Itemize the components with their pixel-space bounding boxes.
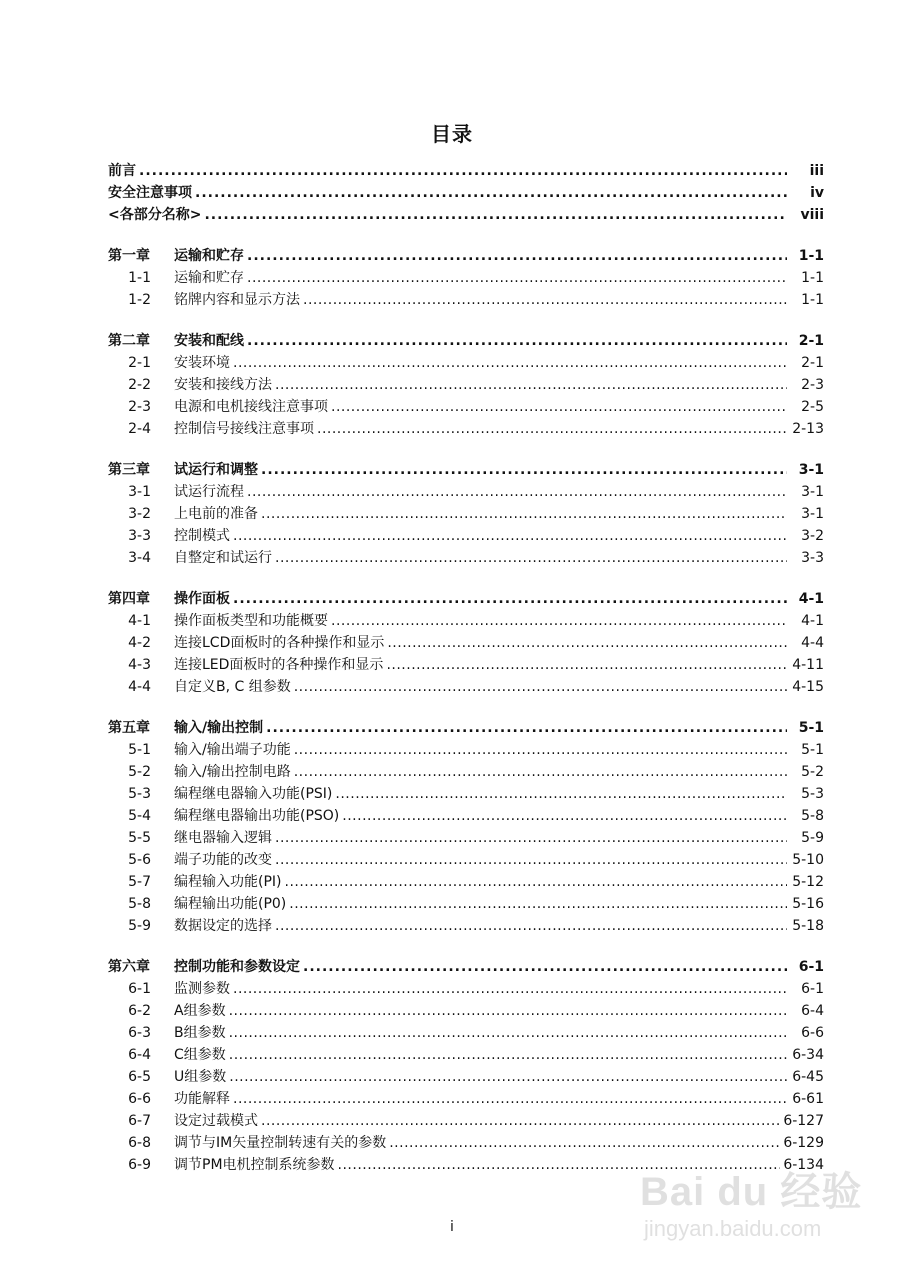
page-ref: 6-4 xyxy=(801,1003,824,1019)
section-title: 编程继电器输出功能(PSO) xyxy=(174,808,340,824)
section-title: A组参数 xyxy=(174,1003,226,1019)
toc-section[interactable] xyxy=(108,1066,824,1088)
dot-leader xyxy=(229,1066,787,1088)
section-title: 继电器输入逻辑 xyxy=(174,830,272,846)
section-number: 6-5 xyxy=(128,1069,151,1085)
toc-section[interactable] xyxy=(108,503,824,525)
toc-chapter[interactable] xyxy=(108,459,824,481)
toc-label: 前言 xyxy=(108,163,136,179)
dot-leader xyxy=(233,525,787,547)
page-ref: 6-1 xyxy=(801,981,824,997)
chapter-title: 控制功能和参数设定 xyxy=(174,959,300,975)
toc-section[interactable] xyxy=(108,547,824,569)
page-ref: 5-3 xyxy=(801,786,824,802)
toc-section[interactable] xyxy=(108,1088,824,1110)
page-ref: 6-45 xyxy=(792,1069,824,1085)
toc-section[interactable] xyxy=(108,893,824,915)
page-ref: 5-1 xyxy=(801,742,824,758)
section-number: 6-3 xyxy=(128,1025,151,1041)
dot-leader xyxy=(289,893,787,915)
page-title: 目录 xyxy=(431,122,473,146)
section-number: 5-8 xyxy=(128,896,151,912)
dot-leader xyxy=(294,739,787,761)
spacer xyxy=(108,226,824,245)
table-of-contents xyxy=(108,160,824,1176)
toc-section[interactable] xyxy=(108,1110,824,1132)
section-number: 4-3 xyxy=(128,657,151,673)
chapter-title: 试运行和调整 xyxy=(174,462,258,478)
section-title: 连接LCD面板时的各种操作和显示 xyxy=(174,635,385,651)
page-ref: 6-6 xyxy=(801,1025,824,1041)
page-ref: 5-9 xyxy=(801,830,824,846)
dot-leader xyxy=(233,352,787,374)
page-ref: viii xyxy=(800,207,824,223)
page-ref: 1-1 xyxy=(798,248,824,264)
dot-leader xyxy=(247,267,787,289)
dot-leader xyxy=(317,418,787,440)
dot-leader xyxy=(386,654,787,676)
section-number: 3-1 xyxy=(128,484,151,500)
toc-label: <各部分名称> xyxy=(108,207,202,223)
toc-section[interactable] xyxy=(108,267,824,289)
dot-leader xyxy=(331,610,787,632)
chapter-number: 第六章 xyxy=(108,959,150,975)
page-ref: 6-34 xyxy=(792,1047,824,1063)
toc-front-item[interactable] xyxy=(108,160,824,182)
section-title: 功能解释 xyxy=(174,1091,230,1107)
section-title: 安装环境 xyxy=(174,355,230,371)
section-title: 控制信号接线注意事项 xyxy=(174,421,314,437)
section-number: 5-5 xyxy=(128,830,151,846)
chapter-number: 第一章 xyxy=(108,248,150,264)
section-number: 1-2 xyxy=(128,292,151,308)
section-number: 3-2 xyxy=(128,506,151,522)
section-title: 铭牌内容和显示方法 xyxy=(174,292,300,308)
dot-leader xyxy=(139,160,787,182)
section-number: 4-4 xyxy=(128,679,151,695)
toc-section[interactable] xyxy=(108,783,824,805)
dot-leader xyxy=(233,588,787,610)
toc-section[interactable] xyxy=(108,396,824,418)
dot-leader xyxy=(294,676,787,698)
chapter-number: 第四章 xyxy=(108,591,150,607)
toc-chapter[interactable] xyxy=(108,330,824,352)
dot-leader xyxy=(233,1088,787,1110)
dot-leader xyxy=(261,459,787,481)
page-ref: iv xyxy=(810,185,824,201)
page-ref: 5-1 xyxy=(798,720,824,736)
page-ref: 2-3 xyxy=(801,377,824,393)
section-title: U组参数 xyxy=(174,1069,227,1085)
toc-section[interactable] xyxy=(108,352,824,374)
section-title: 调节PM电机控制系统参数 xyxy=(174,1157,335,1173)
page-ref: 1-1 xyxy=(801,292,824,308)
toc-section[interactable] xyxy=(108,481,824,503)
page-ref: 2-1 xyxy=(798,333,824,349)
dot-leader xyxy=(342,805,787,827)
section-title: 控制模式 xyxy=(174,528,230,544)
dot-leader xyxy=(285,871,788,893)
page-ref: 1-1 xyxy=(801,270,824,286)
dot-leader xyxy=(247,330,787,352)
page-ref: 2-5 xyxy=(801,399,824,415)
chapter-title: 操作面板 xyxy=(174,591,230,607)
dot-leader xyxy=(275,915,787,937)
toc-section[interactable] xyxy=(108,289,824,311)
chapter-number: 第三章 xyxy=(108,462,150,478)
page-ref: 3-3 xyxy=(801,550,824,566)
page-ref: 4-1 xyxy=(798,591,824,607)
dot-leader xyxy=(229,1000,787,1022)
section-title: 端子功能的改变 xyxy=(174,852,272,868)
toc-section[interactable] xyxy=(108,1044,824,1066)
toc-section[interactable] xyxy=(108,739,824,761)
toc-section[interactable] xyxy=(108,805,824,827)
toc-front-item[interactable] xyxy=(108,182,824,204)
section-title: 连接LED面板时的各种操作和显示 xyxy=(174,657,384,673)
toc-section[interactable] xyxy=(108,761,824,783)
section-title: 上电前的准备 xyxy=(174,506,258,522)
section-number: 5-2 xyxy=(128,764,151,780)
section-number: 6-4 xyxy=(128,1047,151,1063)
page-ref: 5-16 xyxy=(792,896,824,912)
section-number: 3-3 xyxy=(128,528,151,544)
toc-section[interactable] xyxy=(108,978,824,1000)
dot-leader xyxy=(229,1044,787,1066)
page-ref: 2-13 xyxy=(792,421,824,437)
section-title: 数据设定的选择 xyxy=(174,918,272,934)
chapter-number: 第五章 xyxy=(108,720,150,736)
section-title: 输入/输出控制电路 xyxy=(174,764,291,780)
dot-leader xyxy=(389,1132,780,1154)
dot-leader xyxy=(335,783,787,805)
page-ref: 6-127 xyxy=(783,1113,824,1129)
section-number: 6-6 xyxy=(128,1091,151,1107)
section-number: 4-1 xyxy=(128,613,151,629)
section-number: 6-2 xyxy=(128,1003,151,1019)
toc-section[interactable] xyxy=(108,1022,824,1044)
dot-leader xyxy=(294,761,787,783)
section-title: 自整定和试运行 xyxy=(174,550,272,566)
toc-section[interactable] xyxy=(108,374,824,396)
chapter-number: 第二章 xyxy=(108,333,150,349)
page-ref: 4-11 xyxy=(792,657,824,673)
section-title: 编程输出功能(P0) xyxy=(174,896,287,912)
section-title: 操作面板类型和功能概要 xyxy=(174,613,328,629)
toc-label: 安全注意事项 xyxy=(108,185,192,201)
section-title: 调节与IM矢量控制转速有关的参数 xyxy=(174,1135,387,1151)
dot-leader xyxy=(275,374,787,396)
section-number: 6-7 xyxy=(128,1113,151,1129)
dot-leader xyxy=(275,849,787,871)
dot-leader xyxy=(247,245,787,267)
section-title: 编程输入功能(PI) xyxy=(174,874,282,890)
dot-leader xyxy=(303,956,787,978)
spacer xyxy=(108,698,824,717)
page-ref: 3-1 xyxy=(798,462,824,478)
section-title: 安装和接线方法 xyxy=(174,377,272,393)
page-ref: 3-1 xyxy=(801,484,824,500)
toc-chapter[interactable] xyxy=(108,717,824,739)
section-number: 2-1 xyxy=(128,355,151,371)
page-ref: 5-2 xyxy=(801,764,824,780)
toc-section[interactable] xyxy=(108,418,824,440)
section-title: 输入/输出端子功能 xyxy=(174,742,291,758)
section-number: 5-3 xyxy=(128,786,151,802)
section-number: 3-4 xyxy=(128,550,151,566)
section-number: 5-6 xyxy=(128,852,151,868)
section-number: 4-2 xyxy=(128,635,151,651)
dot-leader xyxy=(331,396,787,418)
dot-leader xyxy=(266,717,787,739)
section-number: 2-4 xyxy=(128,421,151,437)
baidu-jingyan-watermark xyxy=(640,1160,870,1250)
section-title: 设定过载模式 xyxy=(174,1113,258,1129)
toc-section[interactable] xyxy=(108,525,824,547)
dot-leader xyxy=(261,503,787,525)
section-title: C组参数 xyxy=(174,1047,226,1063)
section-number: 2-3 xyxy=(128,399,151,415)
toc-chapter[interactable] xyxy=(108,956,824,978)
toc-section[interactable] xyxy=(108,827,824,849)
section-title: 自定义B, C 组参数 xyxy=(174,679,291,695)
page-number: i xyxy=(450,1219,454,1235)
dot-leader xyxy=(247,481,787,503)
chapter-title: 运输和贮存 xyxy=(174,248,244,264)
dot-leader xyxy=(275,547,787,569)
section-title: 监测参数 xyxy=(174,981,230,997)
page-ref: 3-2 xyxy=(801,528,824,544)
spacer xyxy=(108,440,824,459)
toc-section[interactable] xyxy=(108,849,824,871)
section-number: 2-2 xyxy=(128,377,151,393)
dot-leader xyxy=(261,1110,780,1132)
dot-leader xyxy=(303,289,787,311)
dot-leader xyxy=(233,978,787,1000)
section-number: 6-9 xyxy=(128,1157,151,1173)
page-ref: 4-1 xyxy=(801,613,824,629)
section-title: 运输和贮存 xyxy=(174,270,244,286)
section-number: 1-1 xyxy=(128,270,151,286)
spacer xyxy=(108,569,824,588)
toc-front-item[interactable] xyxy=(108,204,824,226)
section-title: 编程继电器输入功能(PSI) xyxy=(174,786,333,802)
toc-section[interactable] xyxy=(108,632,824,654)
page-ref: 2-1 xyxy=(801,355,824,371)
toc-section[interactable] xyxy=(108,871,824,893)
dot-leader xyxy=(195,182,787,204)
section-title: 试运行流程 xyxy=(174,484,244,500)
spacer xyxy=(108,937,824,956)
chapter-title: 安装和配线 xyxy=(174,333,244,349)
spacer xyxy=(108,311,824,330)
page-ref: 5-18 xyxy=(792,918,824,934)
chapter-title: 输入/输出控制 xyxy=(174,720,264,736)
dot-leader xyxy=(387,632,787,654)
page-ref: 5-8 xyxy=(801,808,824,824)
section-number: 5-7 xyxy=(128,874,151,890)
section-number: 5-1 xyxy=(128,742,151,758)
toc-chapter[interactable] xyxy=(108,588,824,610)
page-ref: 4-15 xyxy=(792,679,824,695)
watermark-brand: Bai du 经验 xyxy=(640,1170,863,1214)
toc-section[interactable] xyxy=(108,676,824,698)
page-ref: 5-10 xyxy=(792,852,824,868)
section-number: 5-9 xyxy=(128,918,151,934)
page-ref: 6-61 xyxy=(792,1091,824,1107)
toc-section[interactable] xyxy=(108,1000,824,1022)
watermark-url: jingyan.baidu.com xyxy=(644,1216,822,1241)
dot-leader xyxy=(275,827,787,849)
toc-chapter[interactable] xyxy=(108,245,824,267)
page-ref: 4-4 xyxy=(801,635,824,651)
section-number: 6-8 xyxy=(128,1135,151,1151)
toc-section[interactable] xyxy=(108,915,824,937)
toc-section[interactable] xyxy=(108,610,824,632)
toc-section[interactable] xyxy=(108,1132,824,1154)
page-ref: 5-12 xyxy=(792,874,824,890)
toc-section[interactable] xyxy=(108,654,824,676)
page-ref: 6-134 xyxy=(783,1157,824,1173)
section-title: B组参数 xyxy=(174,1025,226,1041)
page-ref: iii xyxy=(809,163,824,179)
dot-leader xyxy=(229,1022,787,1044)
dot-leader xyxy=(204,204,787,226)
section-number: 5-4 xyxy=(128,808,151,824)
section-title: 电源和电机接线注意事项 xyxy=(174,399,328,415)
page-ref: 6-1 xyxy=(798,959,824,975)
page-ref: 3-1 xyxy=(801,506,824,522)
page-ref: 6-129 xyxy=(783,1135,824,1151)
section-number: 6-1 xyxy=(128,981,151,997)
